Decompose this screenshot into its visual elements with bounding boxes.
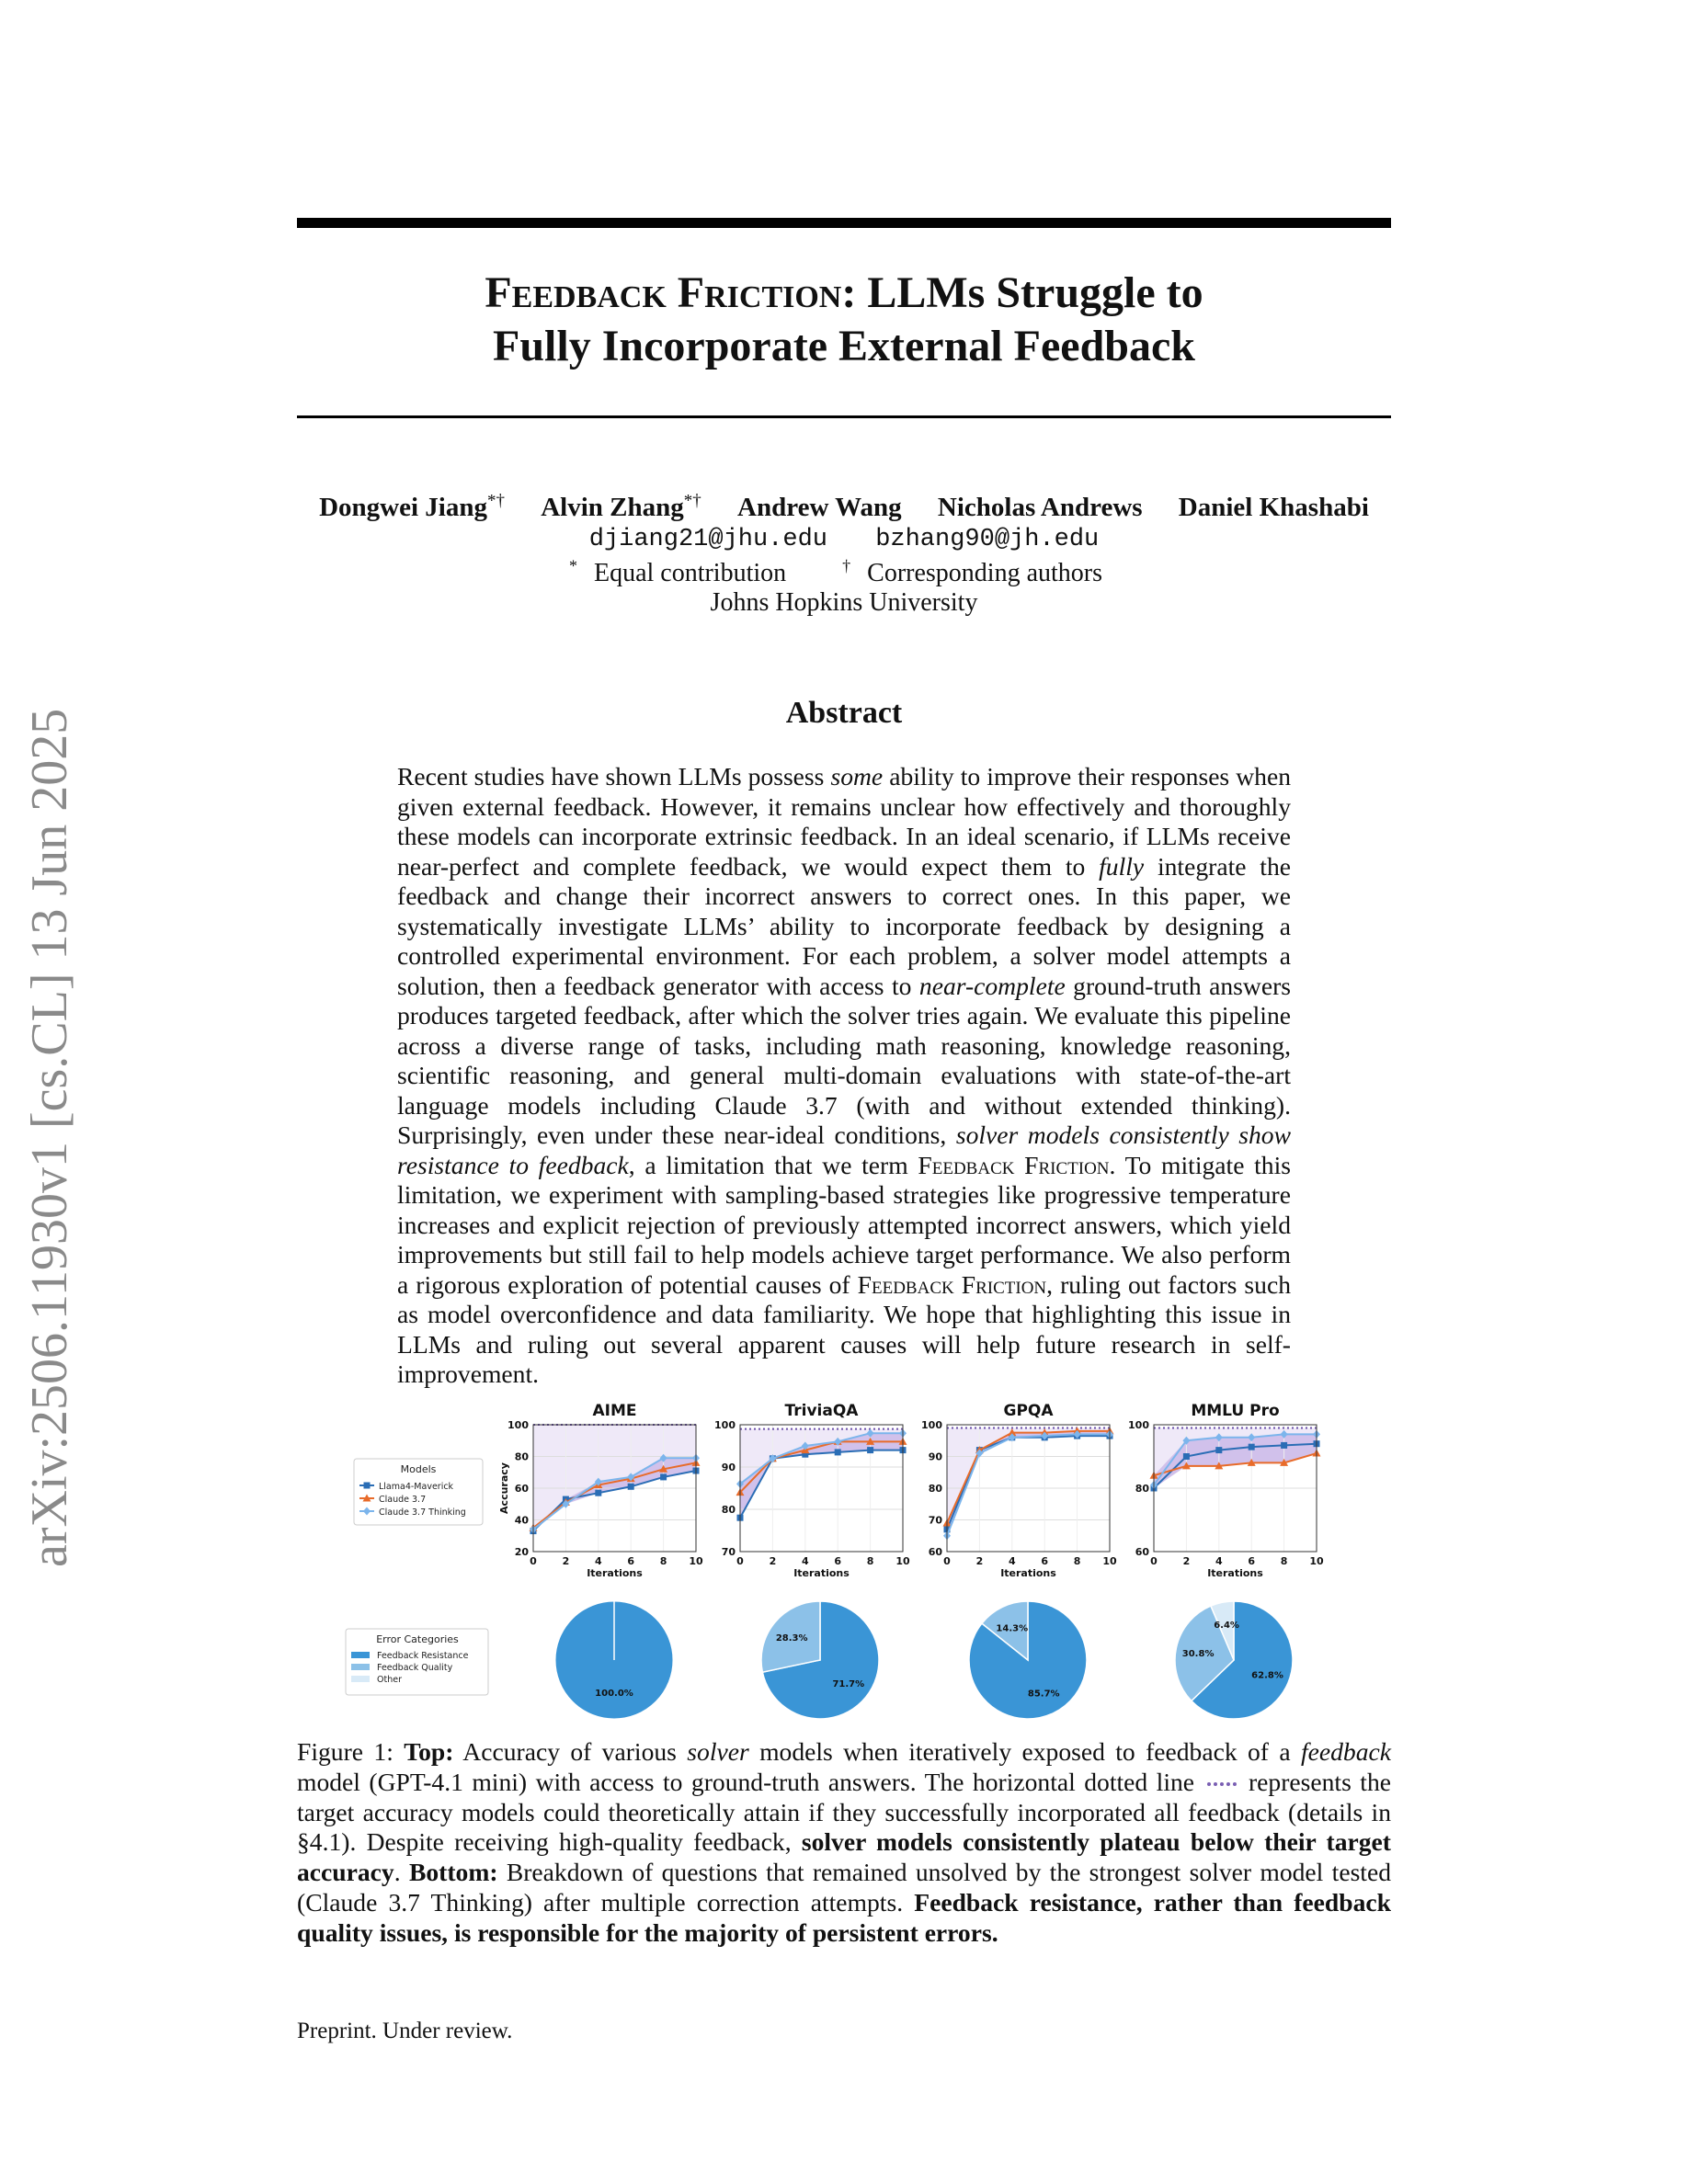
legend-title: Error Categories — [376, 1633, 459, 1645]
abstract-heading: Abstract — [785, 696, 903, 730]
x-tick-label: 4 — [1008, 1555, 1016, 1567]
x-tick-label: 4 — [801, 1555, 809, 1567]
data-point — [1215, 1447, 1222, 1453]
x-tick-label: 0 — [736, 1555, 744, 1567]
figure-caption: Figure 1: Top: Accuracy of various solver models when iteratively exposed to feedback of a feedback model (GPT-4.1 mini) with access to ground-truth answers. The horizontal dotted line represents the target accuracy models could theoretically attain if they successfully incorporated all feedback (details in §4.1). Despite receiving high-quality feedback, solver models consistently plateau below their target accuracy. Bottom: Breakdown of questions that remained unsolved by the strongest solver model tested (Claude 3.7 Thinking) after multiple correction attempts. Feedback resistance, rather than feedback quality issues, is responsible for the majority of persistent errors. — [297, 1737, 1392, 1947]
legend-label: Other — [377, 1675, 402, 1685]
legend-label: Feedback Quality — [377, 1663, 453, 1673]
pie-label: 71.7% — [832, 1679, 865, 1690]
title-bottom-rule — [297, 415, 1391, 418]
equal-contribution-note: * Equal contribution — [568, 557, 787, 588]
chart-title: GPQA — [1003, 1402, 1054, 1420]
line-chart-mmlu-pro — [1128, 1402, 1324, 1579]
y-tick-label: 80 — [721, 1504, 736, 1516]
pie-label: 28.3% — [775, 1632, 808, 1644]
y-tick-label: 60 — [1135, 1546, 1149, 1558]
chart-title: MMLU Pro — [1191, 1402, 1280, 1420]
x-tick-label: 8 — [1280, 1555, 1288, 1567]
title-line2: Fully Incorporate External Feedback — [493, 322, 1195, 370]
author-list — [297, 491, 1391, 523]
line-chart-aime — [498, 1402, 703, 1579]
arxiv-stamp: arXiv:2506.11930v1 [cs.CL] 13 Jun 2025 — [21, 708, 78, 1567]
data-point — [660, 1473, 667, 1480]
email[interactable]: djiang21@jhu.edu — [588, 526, 827, 553]
x-tick-label: 10 — [895, 1555, 910, 1567]
x-tick-label: 4 — [1215, 1555, 1223, 1567]
affiliation: Johns Hopkins University — [710, 588, 978, 617]
x-tick-label: 10 — [689, 1555, 703, 1567]
author: Dongwei Jiang*† — [319, 491, 505, 522]
x-tick-label: 0 — [943, 1555, 951, 1567]
dotted-line-icon — [1207, 1782, 1237, 1786]
chart-title: AIME — [592, 1402, 637, 1420]
title-line1-rest: : LLMs Struggle to — [841, 268, 1203, 317]
author: Andrew Wang — [737, 492, 902, 522]
email[interactable]: bzhang90@jh.edu — [875, 526, 1100, 553]
x-tick-label: 2 — [562, 1555, 570, 1567]
x-tick-label: 6 — [1041, 1555, 1049, 1567]
title-top-rule — [297, 218, 1391, 228]
data-point — [1249, 1444, 1255, 1450]
x-tick-label: 4 — [594, 1555, 602, 1567]
pie-chart-aime — [555, 1601, 673, 1719]
y-tick-label: 60 — [928, 1546, 942, 1558]
x-tick-label: 10 — [1309, 1555, 1324, 1567]
y-tick-label: 70 — [928, 1514, 942, 1527]
line-chart-gpqa — [921, 1402, 1117, 1579]
x-tick-label: 0 — [1150, 1555, 1158, 1567]
y-tick-label: 80 — [514, 1450, 529, 1463]
pie-label: 100.0% — [595, 1689, 633, 1700]
x-tick-label: 6 — [834, 1555, 842, 1567]
footer-note: Preprint. Under review. — [297, 2019, 513, 2043]
pie-chart-triviaqa — [761, 1601, 879, 1719]
pie-label: 30.8% — [1181, 1649, 1215, 1660]
paper-title — [297, 267, 1391, 373]
x-axis-label: Iterations — [1000, 1567, 1056, 1579]
pie-label: 62.8% — [1251, 1670, 1283, 1681]
x-tick-label: 6 — [627, 1555, 635, 1567]
legend-title: Models — [400, 1463, 437, 1475]
data-point — [1183, 1453, 1190, 1460]
author: Alvin Zhang*† — [541, 491, 701, 522]
y-tick-label: 90 — [928, 1450, 942, 1463]
x-tick-label: 10 — [1102, 1555, 1117, 1567]
pie-label: 85.7% — [1027, 1689, 1060, 1700]
y-tick-label: 100 — [1128, 1419, 1149, 1431]
pie-chart-mmlu-pro — [1175, 1601, 1293, 1719]
models-legend — [354, 1459, 483, 1525]
y-tick-label: 20 — [514, 1546, 529, 1558]
y-tick-label: 100 — [921, 1419, 942, 1431]
data-point — [595, 1490, 601, 1496]
title-small-caps: Feedback Friction — [485, 268, 842, 317]
y-tick-label: 80 — [1135, 1483, 1149, 1495]
y-axis-label: Accuracy — [498, 1462, 510, 1514]
x-tick-label: 0 — [530, 1555, 537, 1567]
legend-label: Llama4-Maverick — [379, 1482, 454, 1492]
x-tick-label: 2 — [769, 1555, 777, 1567]
data-point — [1281, 1442, 1287, 1449]
legend-swatch — [351, 1652, 370, 1658]
data-point — [867, 1447, 873, 1453]
y-tick-label: 100 — [508, 1419, 529, 1431]
x-tick-label: 6 — [1248, 1555, 1256, 1567]
x-tick-label: 2 — [975, 1555, 984, 1567]
data-point — [364, 1483, 371, 1489]
corresponding-authors-note: † Corresponding authors — [842, 557, 1103, 588]
y-tick-label: 70 — [721, 1546, 736, 1558]
x-tick-label: 8 — [659, 1555, 667, 1567]
error-categories-legend — [346, 1629, 488, 1695]
line-chart-triviaqa — [714, 1402, 910, 1579]
abstract-body: Recent studies have shown LLMs possess some ability to improve their responses when given external feedback. However, it remains unclear how effectively and thoroughly these models can incorporate extrinsic feedback. In an ideal scenario, if LLMs receive near-perfect and complete feedback, we would expect them to fully integrate the feedback and change their incorrect answers to correct ones. In this paper, we systematically investigate LLMs’ ability to incorporate feedback by designing a controlled experimental environment. For each problem, a solver model attempts a solution, then a feedback generator with access to near-complete ground-truth answers produces targeted feedback, after which the solver tries again. We evaluate this pipeline across a diverse range of tasks, including math reasoning, knowledge reasoning, scientific reasoning, and general multi-domain evaluations with state-of-the-art language models including Claude 3.7 (with and without extended thinking). Surprisingly, even under these near-ideal conditions, solver models consistently show resistance to feedback, a limitation that we term Feedback Friction. To mitigate this limitation, we experiment with sampling-based strategies like progressive temperature increases and explicit rejection of previously attempted incorrect answers, which yield improvements but still fail to help models achieve target performance. We also perform a rigorous exploration of potential causes of Feedback Friction, ruling out factors such as model overconfidence and data familiarity. We hope that highlighting this issue in LLMs and ruling out several apparent causes will help future research in self-improvement. — [397, 762, 1291, 1388]
x-axis-label: Iterations — [1207, 1567, 1263, 1579]
x-tick-label: 8 — [1073, 1555, 1081, 1567]
y-tick-label: 80 — [928, 1483, 942, 1495]
x-tick-label: 2 — [1182, 1555, 1191, 1567]
author-emails — [297, 526, 1391, 553]
legend-swatch — [351, 1676, 370, 1682]
legend-label: Feedback Resistance — [377, 1651, 469, 1661]
author: Daniel Khashabi — [1178, 492, 1369, 522]
author: Nicholas Andrews — [937, 492, 1143, 522]
x-tick-label: 8 — [866, 1555, 874, 1567]
pie-label: 14.3% — [996, 1623, 1029, 1634]
figure-1 — [340, 1386, 1333, 1726]
y-tick-label: 100 — [714, 1419, 736, 1431]
data-point — [835, 1449, 841, 1455]
chart-title: TriviaQA — [784, 1402, 859, 1420]
legend-label: Claude 3.7 Thinking — [379, 1507, 466, 1518]
pie-label: 6.4% — [1214, 1621, 1239, 1632]
y-tick-label: 90 — [721, 1462, 736, 1473]
contribution-notes — [297, 557, 1391, 588]
data-point — [628, 1484, 634, 1490]
x-axis-label: Iterations — [793, 1567, 850, 1579]
pie-chart-gpqa — [969, 1601, 1087, 1719]
x-axis-label: Iterations — [587, 1567, 643, 1579]
legend-swatch — [351, 1664, 370, 1670]
y-tick-label: 60 — [514, 1483, 529, 1495]
y-tick-label: 40 — [514, 1514, 529, 1527]
legend-label: Claude 3.7 — [379, 1495, 427, 1505]
